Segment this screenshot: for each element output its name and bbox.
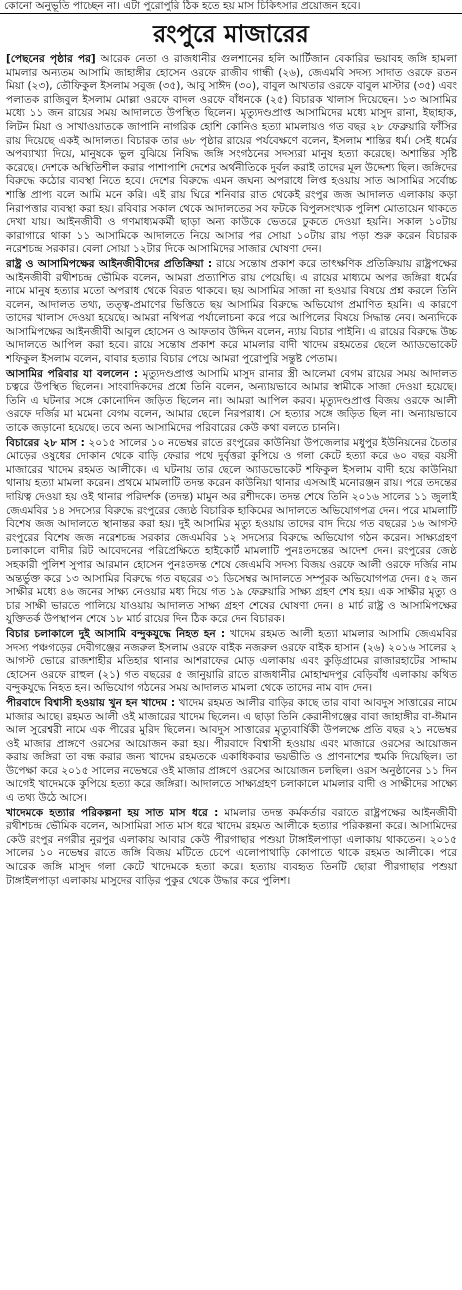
continuation-marker: [পেছনের পৃষ্ঠার পর] [6, 53, 96, 65]
article-headline: রংপুরে মাজারের [153, 19, 309, 48]
subheading: আসামির পরিবার যা বললেন : [6, 367, 139, 380]
subheading: খাদেমকে হত্যার পরিকল্পনা হয় সাত মাস ধরে : [6, 806, 219, 819]
paragraph-text: খাদেম রহমত আলী হত্যা মামলার আসামি জেএমবির সদস্য পঞ্চগড়ের দেবীগঞ্জের নজরুল ইসলাম ওরফে বাইক নজরুল ওরফে বাইক হাসান (২৬) ২০১৬ সালের ২ আগস্ট ভোরে রাজশাহীর মতিহার থানার আশরাফের মোড় এলাকায় এবং কুড়িগ্রামের রাজারহাটের সাদ্দাম হোসেন ওরফে রাহুল (২১) গত বছরের ৫ জানুয়ারি রাতে রাজধানীর মোহাম্মদপুর বেড়িবাঁধ এলাকায় কথিত বন্দুকযুদ্ধে নিহত হন। অভিযোগ গঠনের সময় আদালত মামলা থেকে তাদের নাম বাদ দেন। [6, 627, 457, 695]
paragraph-text: মামলার তদন্ত কর্মকর্তার বরাতে রাষ্ট্রপক্ষের আইনজীবী রথীশচন্দ্র ভৌমিক বলেন, আসামিরা সাত মাস ধরে খাদেম রহমত আলীকে হত্যার পরিকল্পনা করে। আসামিদের কেউ রংপুর নগরীর নুরপুর এলাকায় আবার কেউ পীরগাছার পশুয়া টাঙ্গাইলপাড়া এলাকায় থাকতেন। ২০১৫ সালের ১০ নভেম্বর রাতে জঙ্গি বিজয় মটিতে চেপে এলোপাথাড়ি কোপাতে থাকে রহমত আলীকে। পরে আরেক জঙ্গি মাসুদ গলা কেটে খাদেমকে হত্যা করে। হত্যায় ব্যবহৃত তিনটি ছোরা পীরগাছার পশুয়া টাঙ্গাইলপাড়া এলাকায় মাসুদের বাড়ির পুকুর থেকে উদ্ধার করে পুলিশ। [6, 806, 457, 887]
previous-column-tail: কোনো অনুভূতি পাচ্ছেন না। এটা পুরোপুরি ঠিক হতে হয় মাস চিকিৎসার প্রয়োজন হবে। [0, 0, 462, 14]
article-paragraph [6, 258, 457, 367]
subheading: পীরবাদে বিশ্বাসী হওয়ায় খুন হন খাদেম : [6, 696, 176, 709]
article-paragraph [6, 53, 457, 257]
paragraph-text: মৃত্যুদণ্ডপ্রাপ্ত আসামি মাসুদ রানার স্ত্রী আলেমা বেগম রায়ের সময় আদালত চত্বরে উপস্থিত ছিলেন। সাংবাদিকদের প্রশ্নে তিনি বলেন, অন্যায়ভাবে আমার স্বামীকে সাজা দেওয়া হয়েছে। তিনি এ ঘটনার সঙ্গে কোনোদিন জড়িত ছিলেন না। আমরা আপিল করব। মৃত্যুদণ্ডপ্রাপ্ত বিজয় ওরফে আলী ওরফে দর্জির মা মমেনা বেগম বলেন, আমার ছেলে নিরপরাধ। সে হত্যার সঙ্গে জড়িত ছিল না। অন্যায়ভাবে তাকে জড়ানো হয়েছে। তবে অন্য আসামিদের পরিবারের কেউ কথা বলতে চাননি। [6, 367, 457, 435]
paragraph-text: ২০১৫ সালের ১০ নভেম্বর রাতে রংপুরের কাউনিয়া উপজেলার মধুপুর ইউনিয়নের চৈতার মোড়ের ওষুধের দোকান থেকে বাড়ি ফেরার পথে দুর্বৃত্তরা কুপিয়ে ও গলা কেটে হত্যা করে ৬০ বছর বয়সী মাজারের খাদেম রহমত আলীকে। এ ঘটনায় তার ছেলে অ্যাডভোকেট শফিকুল ইসলাম বাদী হয়ে কাউনিয়া থানায় হত্যা মামলা করেন। প্রথমে মামলাটি তদন্ত করেন কাউনিয়া থানার এসআই মনোরঞ্জন রায়। পরে তদন্তের দায়িত্ব দেওয়া হয় ওই থানার পরিদর্শক (তদন্ত) মামুন অর রশীদকে। তদন্ত শেষে তিনি ২০১৬ সালের ১১ জুলাই জেএমবির ১৪ সদস্যের বিরুদ্ধে রংপুরের জ্যেষ্ঠ বিচারিক হাকিমের আদালতে অভিযোগপত্র দেন। পরে মামলাটি বিশেষ জজ আদালতে স্থানান্তর করা হয়। দুই আসামির মৃত্যু হওয়ায় তাদের বাদ দিয়ে গত বছরের ১৬ আগস্ট রংপুরের বিশেষ জজ নরেশচন্দ্র সরকার জেএমবির ১২ সদস্যের বিরুদ্ধে অভিযোগ গঠন করেন। সাক্ষ্যগ্রহণ চলাকালে বাদীর রিট আবেদনের পরিপ্রেক্ষিতে হাইকোর্ট মামলাটি পুনঃতদন্তের আদেশ দেন। রংপুরের জেষ্ঠ সহকারী পুলিশ সুপার আরমান হোসেন পুনঃতদন্ত শেষে জেএমবি সদস্য বিজয় ওরফে আলী ওরফে দর্জির নাম অন্তর্ভুক্ত করে ১৩ আসামির বিরুদ্ধে গত বছরের ৩১ ডিসেম্বর আদালতে সম্পূরক অভিযোগপত্র দেন। ৫২ জন সাক্ষীর মধ্যে ৪৬ জনের সাক্ষ্য নেওয়ার মধ্য দিয়ে গত ১৯ ফেব্রুয়ারি সাক্ষ্য গ্রহণ শেষ হয়। এক সাক্ষীর মৃত্যু ও চার সাক্ষী ভারতে পালিয়ে যাওয়ায় আদালত সাক্ষ্য গ্রহণ শেষের ঘোষণা দেন। ৪ মার্চ রাষ্ট্র ও আসামিপক্ষের যুক্তিতর্ক উপস্থাপন শেষে ১৮ মার্চ রায়ের দিন ঠিক করে দেন বিচারক। [6, 436, 457, 626]
article-paragraph [6, 807, 457, 889]
article-body [0, 53, 462, 888]
subheading: বিচারের ২৮ মাস : [6, 436, 85, 449]
article-paragraph [6, 368, 457, 436]
article-paragraph [6, 697, 457, 806]
subheading: বিচার চলাকালে দুই আসামি বন্দুকযুদ্ধে নিহত হন : [6, 627, 226, 640]
article-paragraph [6, 437, 457, 627]
paragraph-text: আরেক নেতা ও রাজধানীর গুলশানের হলি আর্টিজান বেকারির ভয়াবহ জঙ্গি হামলা মামলার অন্যতম আসামি জাহাঙ্গীর হোসেন ওরফে রাজীব গান্ধী (২৬), জেএমবি সদস্য সাদাত ওরফে রতন মিয়া (২৩), তৌফিকুল ইসলাম সবুজ (৩৫), আবু সাঈদ (৩০), বাবুল আখতার ওরফে বাবুল মাস্টার (৩৫) এবং পলাতক রাজিবুল ইসলাম মোল্লা ওরফে বাদল ওরফে বাঁধনকে (২৫) বিচারক খালাস দিয়েছেন। ১৩ আসামির মধ্যে ১১ জন রায়ের সময় আদালতে উপস্থিত ছিলেন। মৃত্যুদণ্ডপ্রাপ্ত আসামিদের মধ্যে মাসুদ রানা, ইছাহাক, লিটন মিয়া ও সাখাওয়াতকে জাপানি নাগরিক হোশি কোনিও হত্যা মামলায়ও গত বছর ২৮ ফেব্রুয়ারি ফাঁসির রায় দিয়েছে একই আদালত। বিচারক তার ৬৮ পৃষ্ঠার রায়ের পর্যবেক্ষণে বলেন, ইসলাম শান্তির ধর্ম। সেই ধর্মের অপব্যাখ্যা দিয়ে, মানুষকে ভুল বুঝিয়ে নিষিদ্ধ জঙ্গি সংগঠনের সদস্যরা মানুষ হত্যা করেছে। অশান্তির সৃষ্টি করেছে। দেশকে অস্থিতিশীল করার পাশাপাশি দেশের অর্থনীতিকে দুর্বল করাই তাদের মূল উদ্দেশ্য ছিল। জঙ্গিদের বিরুদ্ধে কঠোর ব্যবস্থা নিতে হবে। দেশের বিরুদ্ধে এমন জঘন্য অপরাধে লিপ্ত হওয়ায় সাত আসামির সর্বোচ্চ শাস্তি প্রাপ্য বলে আমি মনে করি। এই রায় ঘিরে শনিবার রাত থেকেই রংপুর জজ আদালত এলাকায় কড়া নিরাপত্তার ব্যবস্থা করা হয়। রবিবার সকাল থেকে আদালতের সব ফটকে বিপুলসংখ্যক পুলিশ মোতায়েন থাকতে দেখা যায়। আইনজীবী ও গণমাধ্যমকর্মী ছাড়া অন্য কাউকে ভেতরে ঢুকতে দেওয়া হয়নি। সকাল ১০টায় কারাগারে থাকা ১১ আসামিকে আদালতে নিয়ে আসার পর সোয়া ১০টায় রায় পড়া শুরু করেন বিচারক নরেশচন্দ্র সরকার। বেলা সোয়া ১২টার দিকে আসামিদের সাজার ঘোষণা দেন। [6, 53, 457, 256]
paragraph-text: খাদেম রহমত আলীর বাড়ির কাছে তার বাবা আবদুস সাত্তারের নামে মাজার আছে। রহমত আলী ওই মাজারের খাদেম ছিলেন। এ ছাড়া তিনি কেরানীগঞ্জের বাবা জাহাঙ্গীর বা-ঈমান আল সুরেশ্বরী নামে এক পীরের মুরিদ ছিলেন। আবদুস সাত্তারের মৃত্যুবার্ষিকী উপলক্ষে প্রতি বছর ২১ নভেম্বর ওই মাজার প্রাঙ্গণে ওরসের আয়োজন করা হয়। পীরবাদে বিশ্বাসী হওয়ায় এবং মাজারে ওরসের আয়োজন করায় জঙ্গিরা তা বন্ধ করার জন্য খাদেম রহমতকে একাধিকবার ভয়ভীতি ও প্রাণনাশের হুমকি দিয়েছিল। তা উপেক্ষা করে ২০১৫ সালের নভেম্বরে ওই মাজার প্রাঙ্গণে ওরসের আয়োজন চলছিল। ওরস অনুষ্ঠানের ১১ দিন আগেই খাদেমকে কুপিয়ে হত্যা করে জঙ্গিরা। আদালতে সাক্ষ্যগ্রহণ চলাকালে মামলার বাদী ও সাক্ষীদের সাক্ষ্যে এ তথ্য উঠে আসে। [6, 696, 457, 805]
paragraph-text: রায়ে সন্তোষ প্রকাশ করে তাৎক্ষণিক প্রতিক্রিয়ায় রাষ্ট্রপক্ষের আইনজীবী রথীশচন্দ্র ভৌমিক বলেন, আমরা প্রত্যাশিত রায় পেয়েছি। এ রায়ের মাধ্যমে অপর জঙ্গিরা ধর্মের নামে মানুষ হত্যার মতো অপরাধ থেকে বিরত থাকবে। ছয় আসামির সাজা না হওয়ার বিষয়ে প্রশ্ন করলে তিনি বলেন, আদালত তথ্য, তত্ত্ব-প্রমাণের ভিত্তিতে ছয় আসামির বিরুদ্ধে অভিযোগ প্রমাণিত হয়নি। এ কারণে তাদের খালাস দেওয়া হয়েছে। আমরা নথিপত্র পর্যালোচনা করে পরে আপিলের বিষয়ে সিদ্ধান্ত নেব। অন্যদিকে আসামিপক্ষের আইনজীবী আবুল হোসেন ও আফতাব উদ্দিন বলেন, ন্যায় বিচার পাইনি। এ রায়ের বিরুদ্ধে উচ্চ আদালতে আপিল করা হবে। রায়ে সন্তোষ প্রকাশ করে মামলার বাদী খাদেম রহমতের ছেলে অ্যাডভোকেট শফিকুল ইসলাম বলেন, বাবার হত্যার বিচার পেয়ে আমরা পুরোপুরি সন্তুষ্ট পেতাম। [6, 257, 457, 366]
article-paragraph [6, 628, 457, 696]
subheading: রাষ্ট্র ও আসামিপক্ষের আইনজীবীদের প্রতিক্রিয়া : [6, 257, 213, 270]
